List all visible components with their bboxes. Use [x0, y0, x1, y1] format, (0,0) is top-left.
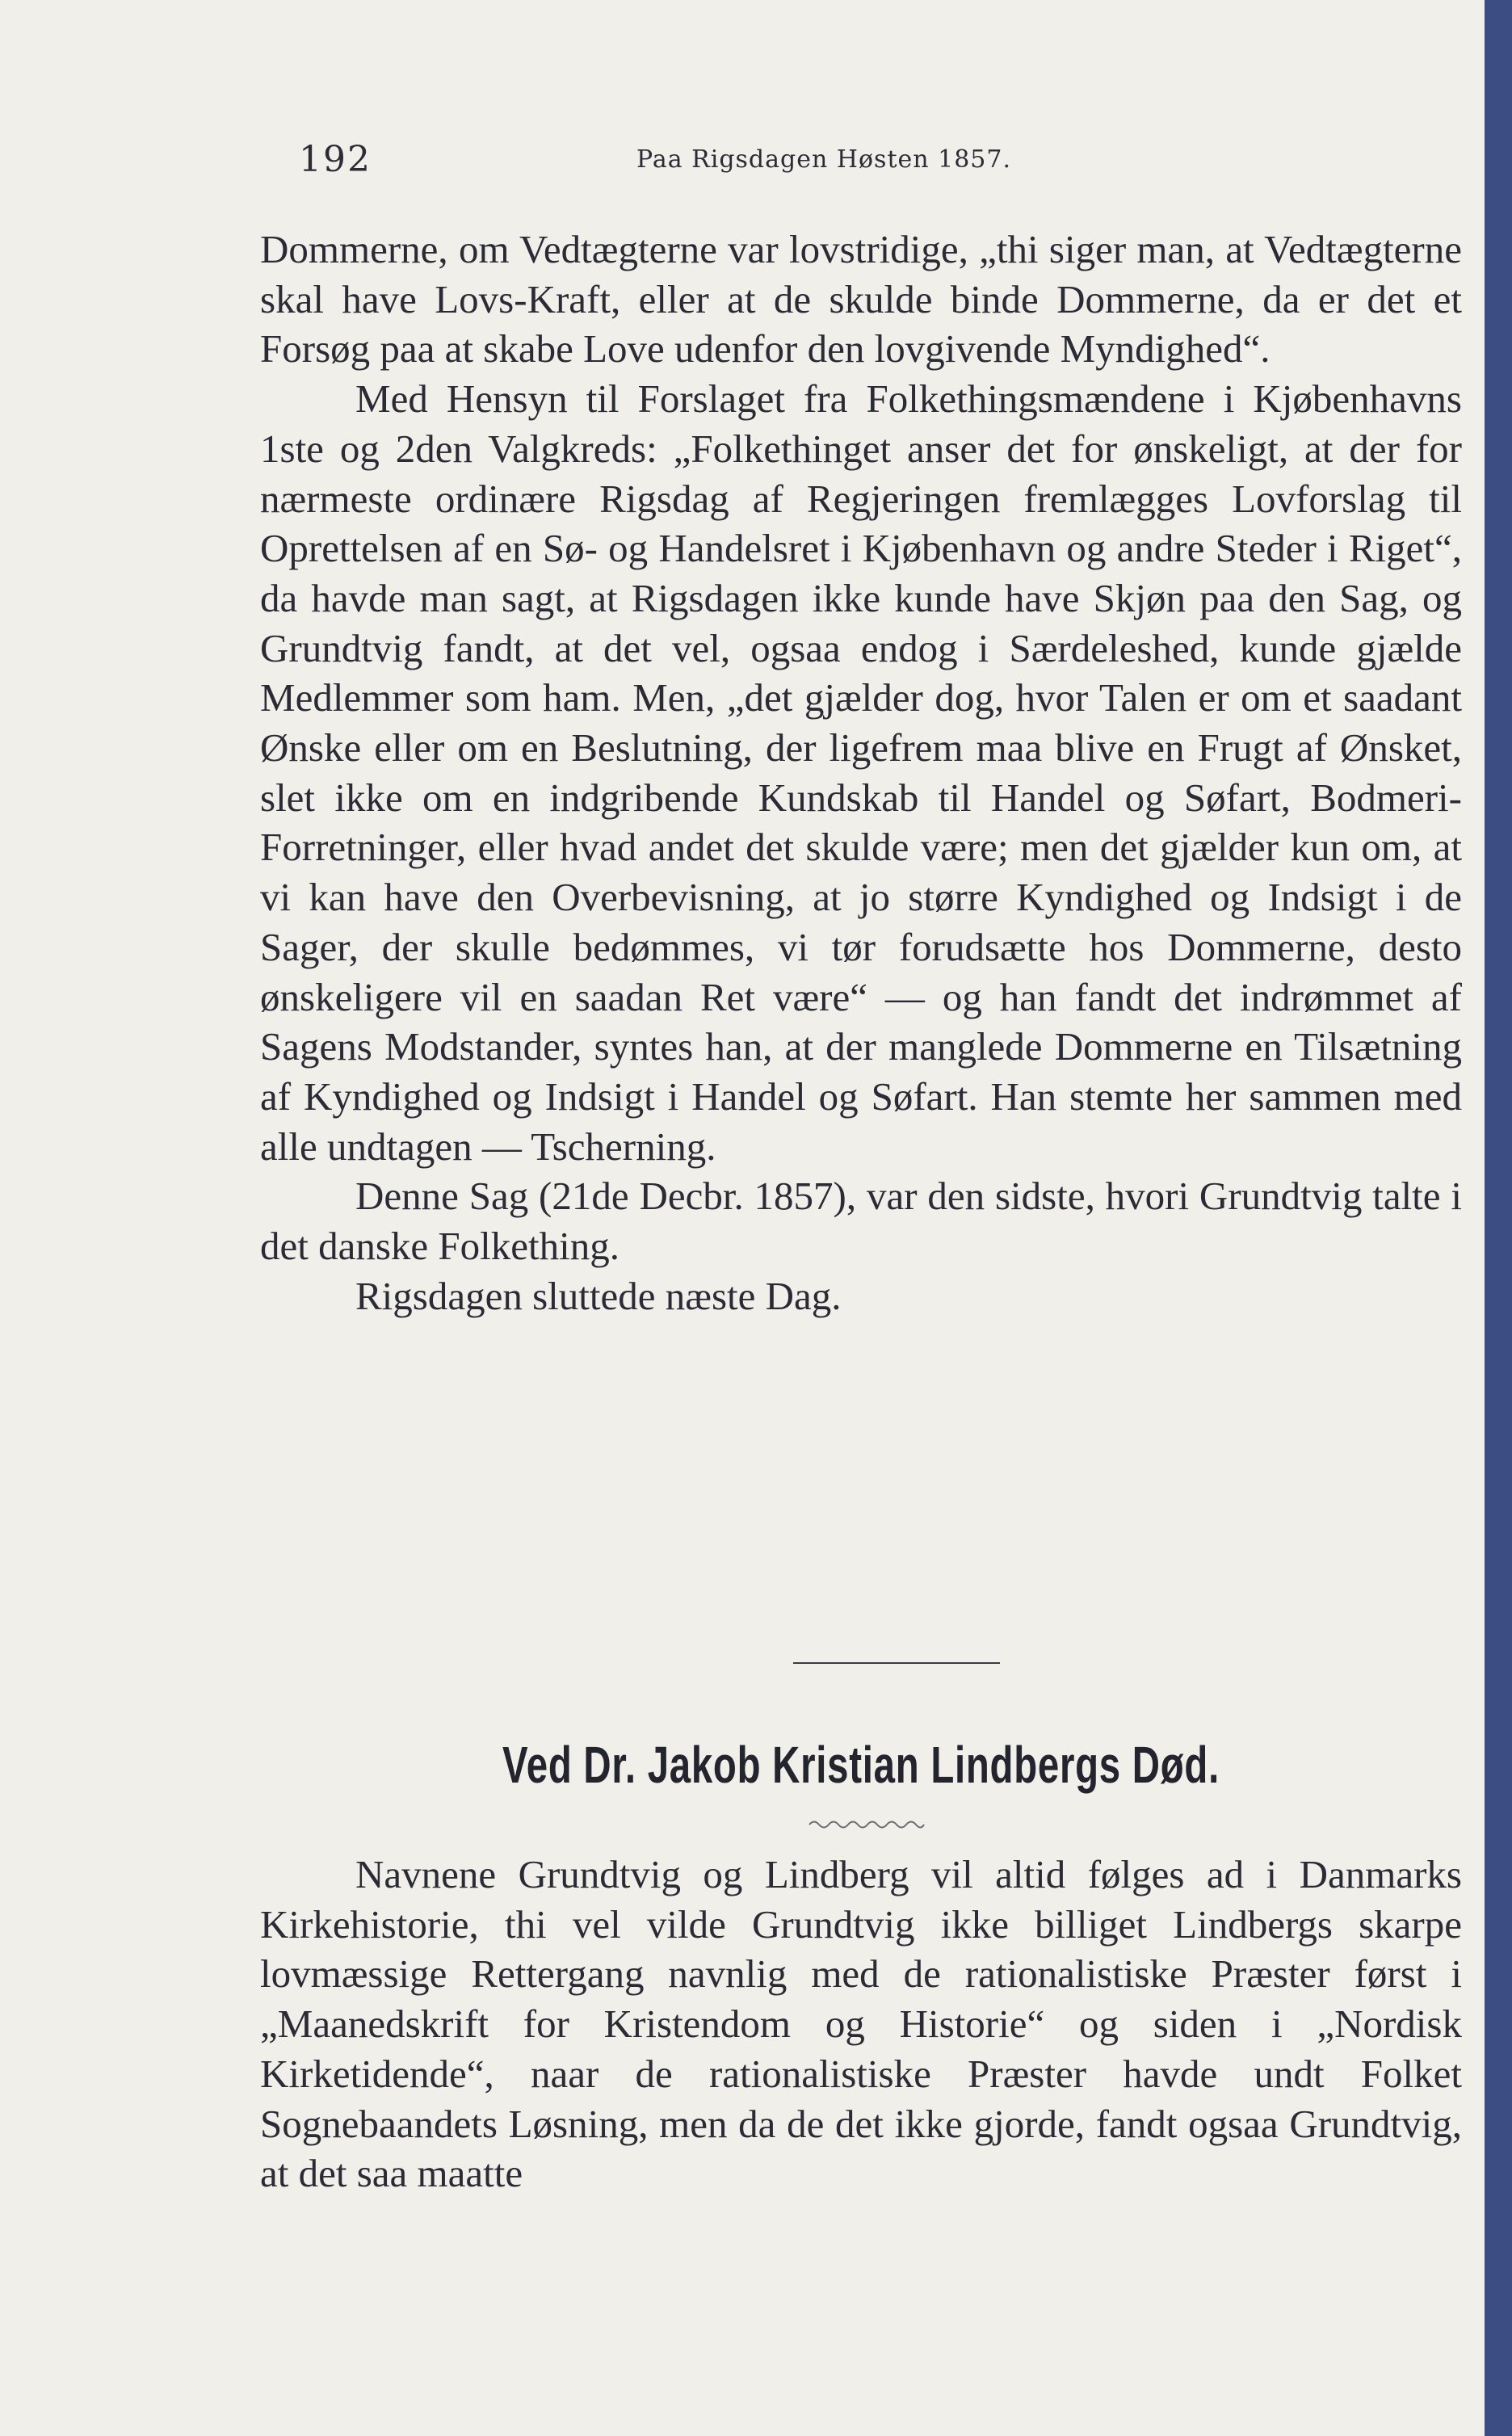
- section-title: Ved Dr. Jakob Kristian Lindbergs Død.: [502, 1736, 1220, 1794]
- paragraph: Navnene Grundtvig og Lindberg vil altid følges ad i Danmarks Kirkehistorie, thi vel vilde Grundtvig ikke billiget Lindbergs skarpe lovmæssige Rettergang navnlig med de rationalistiske Præster først i „Maanedskrift for Kristendom og Historie“ og siden i „Nordisk Kirketidende“, naar de rationalistiske Præster havde undt Folket Sognebaandets Løsning, men da de det ikke gjorde, fandt ogsaa Grundtvig, at det saa maatte: [260, 1852, 1462, 2196]
- body-text-bottom: [260, 1850, 1462, 2199]
- body-text-top: [260, 225, 1462, 1321]
- paragraph: Rigsdagen sluttede næste Dag.: [355, 1273, 842, 1318]
- ornament-flourish: [808, 1817, 926, 1832]
- section-divider: [793, 1662, 1000, 1664]
- running-head: Paa Rigsdagen Høsten 1857.: [636, 145, 1012, 174]
- page-header: [299, 139, 1454, 187]
- paragraph: Denne Sag (21de Decbr. 1857), var den sidste, hvori Grundtvig talte i det danske Folkething.: [260, 1174, 1462, 1269]
- paragraph: Dommerne, om Vedtægterne var lovstridige, „thi siger man, at Vedtægterne skal have Lovs-Kraft, eller at de skulde binde Dommerne, da er det et Forsøg paa at skabe Love udenfor den lovgivende Myndighed“.: [260, 227, 1462, 372]
- paragraph: Med Hensyn til Forslaget fra Folkethingsmændene i Kjøbenhavns 1ste og 2den Valgkreds: „Folkethinget anser det for ønskeligt, at der for nærmeste ordinære Rigsdag af Regjeringen fremlægges Lovforslag til Oprettelsen af en Sø- og Handelsret i Kjøbenhavn og andre Steder i Riget“, da havde man sagt, at Rigsdagen ikke kunde have Skjøn paa den Sag, og Grundtvig fandt, at det vel, ogsaa endog i Særdeleshed, kunde gjælde Medlemmer som ham. Men, „det gjælder dog, hvor Talen er om et saadant Ønske eller om en Beslutning, der ligefrem maa blive en Frugt af Ønsket, slet ikke om en indgribende Kundskab til Handel og Søfart, Bodmeri-Forretninger, eller hvad andet det skulde være; men det gjælder kun om, at vi kan have den Overbevisning, at jo større Kyndighed og Indsigt i de Sager, der skulle bedømmes, vi tør forudsætte hos Dommerne, desto ønskeligere vil en saadan Ret være“ — og han fandt det indrømmet af Sagens Modstander, syntes han, at der manglede Dommerne en Tilsætning af Kyndighed og Indsigt i Handel og Søfart. Han stemte her sammen med alle undtagen — Tscherning.: [260, 376, 1462, 1169]
- page-number: 192: [299, 139, 372, 180]
